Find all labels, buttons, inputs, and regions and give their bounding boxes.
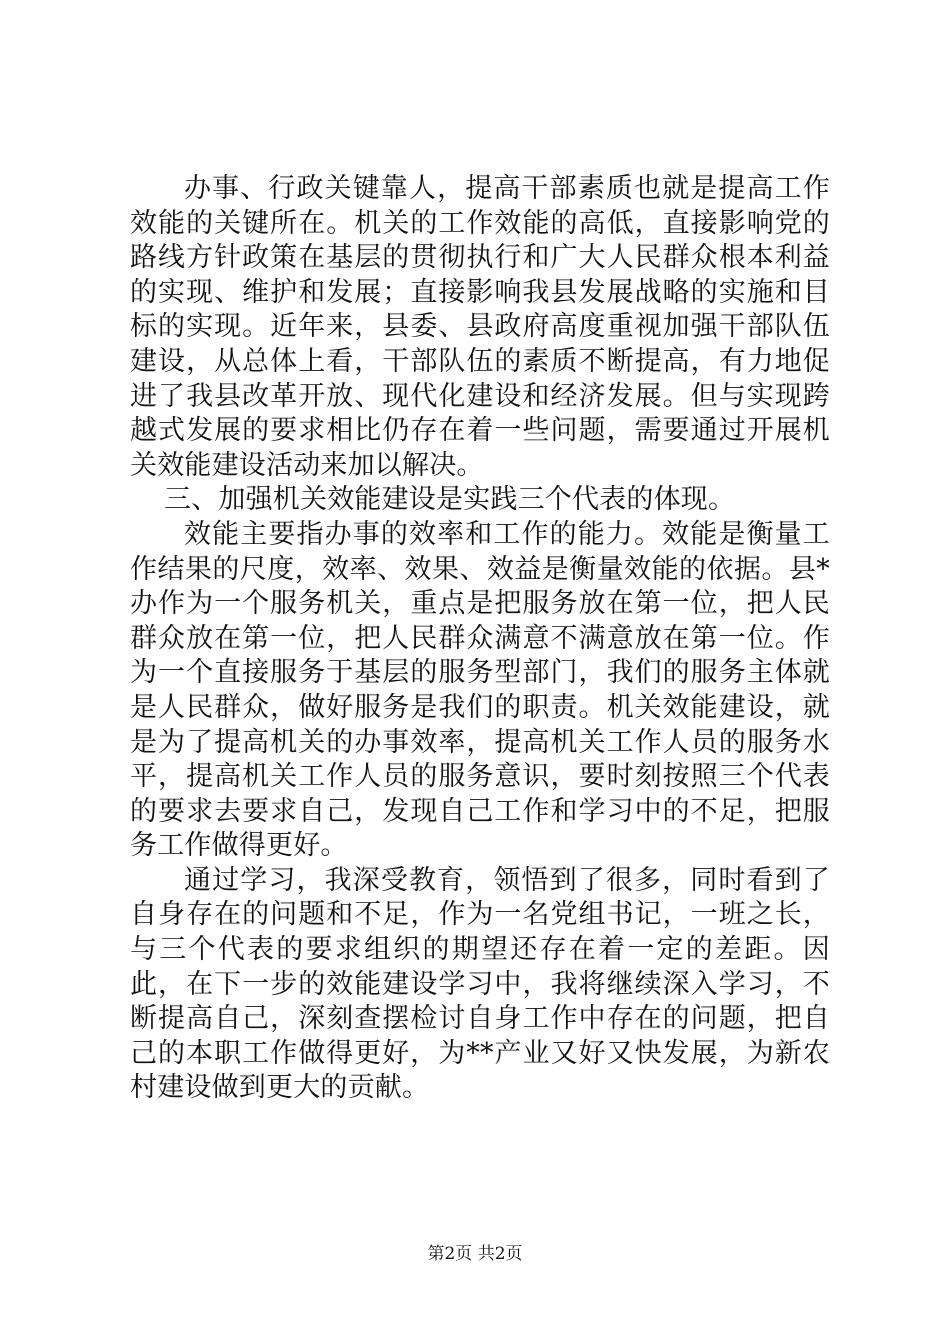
- paragraph-efficiency-keys: 办事、行政关键靠人，提高干部素质也就是提高工作效能的关键所在。机关的工作效能的高低，直接影响党的路线方针政策在基层的贯彻执行和广大人民群众根本利益的实现、维护和发展；直接影响我县发展战略的实施和目标的实现。近年来，县委、县政府高度重视加强干部队伍建设，从总体上看，干部队伍的素质不断提高，有力地促进了我县改革开放、现代化建设和经济发展。但与实现跨越式发展的要求相比仍存在着一些问题，需要通过开展机关效能建设活动来加以解决。: [130, 173, 830, 481]
- paragraph-conclusion: 通过学习，我深受教育，领悟到了很多，同时看到了自身存在的问题和不足，作为一名党组书记，一班之长，与三个代表的要求组织的期望还存在着一定的差距。因此，在下一步的效能建设学习中，我将继续深入学习，不断提高自己，深刻查摆检讨自身工作中存在的问题，把自己的本职工作做得更好，为**产业又好又快发展，为新农村建设做到更大的贡献。: [130, 864, 830, 1104]
- page-number: 第2页: [427, 1244, 473, 1264]
- section-heading-three: 三、加强机关效能建设是实践三个代表的体现。: [164, 484, 736, 516]
- page-footer: [0, 1243, 950, 1265]
- document-body: [130, 172, 830, 1106]
- paragraph-efficiency-definition: 效能主要指办事的效率和工作的能力。效能是衡量工作结果的尺度，效率、效果、效益是衡量效能的依据。县*办作为一个服务机关，重点是把服务放在第一位，把人民群众放在第一位，把人民群众满意不满意放在第一位。作为一个直接服务于基层的服务型部门，我们的服务主体就是人民群众，做好服务是我们的职责。机关效能建设，就是为了提高机关的办事效率，提高机关工作人员的服务水平，提高机关工作人员的服务意识，要时刻按照三个代表的要求去要求自己，发现自己工作和学习中的不足，把服务工作做得更好。: [130, 518, 830, 862]
- page-total: 共2页: [477, 1244, 523, 1264]
